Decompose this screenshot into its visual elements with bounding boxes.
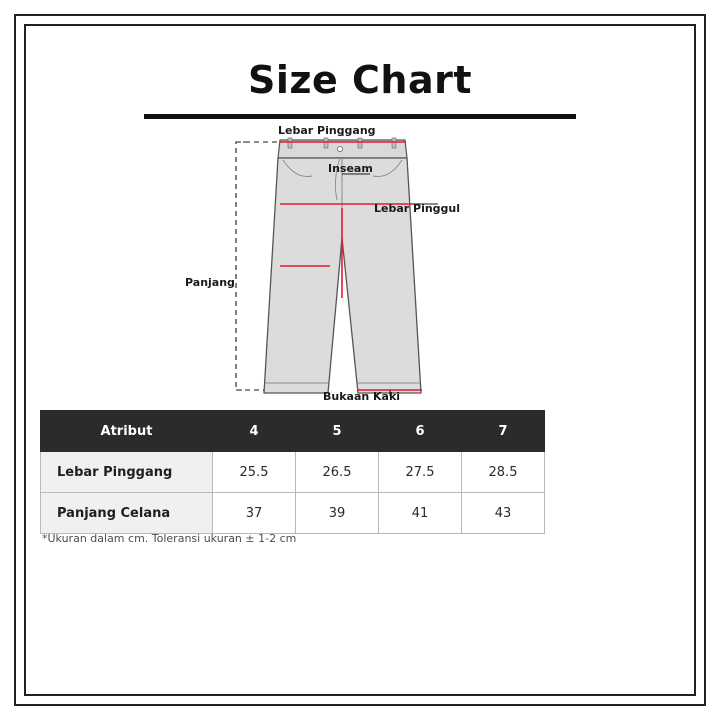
- page-title: Size Chart: [247, 58, 472, 102]
- header-size-5: 5: [296, 411, 379, 452]
- header-size-4: 4: [213, 411, 296, 452]
- header-attribute: Atribut: [41, 411, 213, 452]
- cell-waist-4: 25.5: [213, 452, 296, 493]
- row-label-length: Panjang Celana: [41, 493, 213, 534]
- cell-length-7: 43: [462, 493, 545, 534]
- table-body: [41, 452, 545, 534]
- table-header: [41, 411, 545, 452]
- measurement-note: *Ukuran dalam cm. Toleransi ukuran ± 1-2 cm: [42, 532, 297, 545]
- label-hip: Lebar Pinggul: [374, 202, 461, 215]
- size-table: [40, 410, 545, 534]
- trousers-diagram: [40, 118, 680, 408]
- cell-length-6: 41: [379, 493, 462, 534]
- label-inseam: Inseam: [328, 162, 373, 175]
- cell-waist-6: 27.5: [379, 452, 462, 493]
- table-row: [41, 452, 545, 493]
- header-size-7: 7: [462, 411, 545, 452]
- header-size-6: 6: [379, 411, 462, 452]
- label-leg-opening: Bukaan Kaki: [323, 390, 401, 403]
- table-row: [41, 493, 545, 534]
- label-length: Panjang: [185, 276, 235, 289]
- cell-length-4: 37: [213, 493, 296, 534]
- row-label-waist: Lebar Pinggang: [41, 452, 213, 493]
- cell-waist-7: 28.5: [462, 452, 545, 493]
- cell-length-5: 39: [296, 493, 379, 534]
- label-waist: Lebar Pinggang: [278, 124, 376, 137]
- table-header-row: [41, 411, 545, 452]
- cell-waist-5: 26.5: [296, 452, 379, 493]
- content-area: [40, 40, 680, 680]
